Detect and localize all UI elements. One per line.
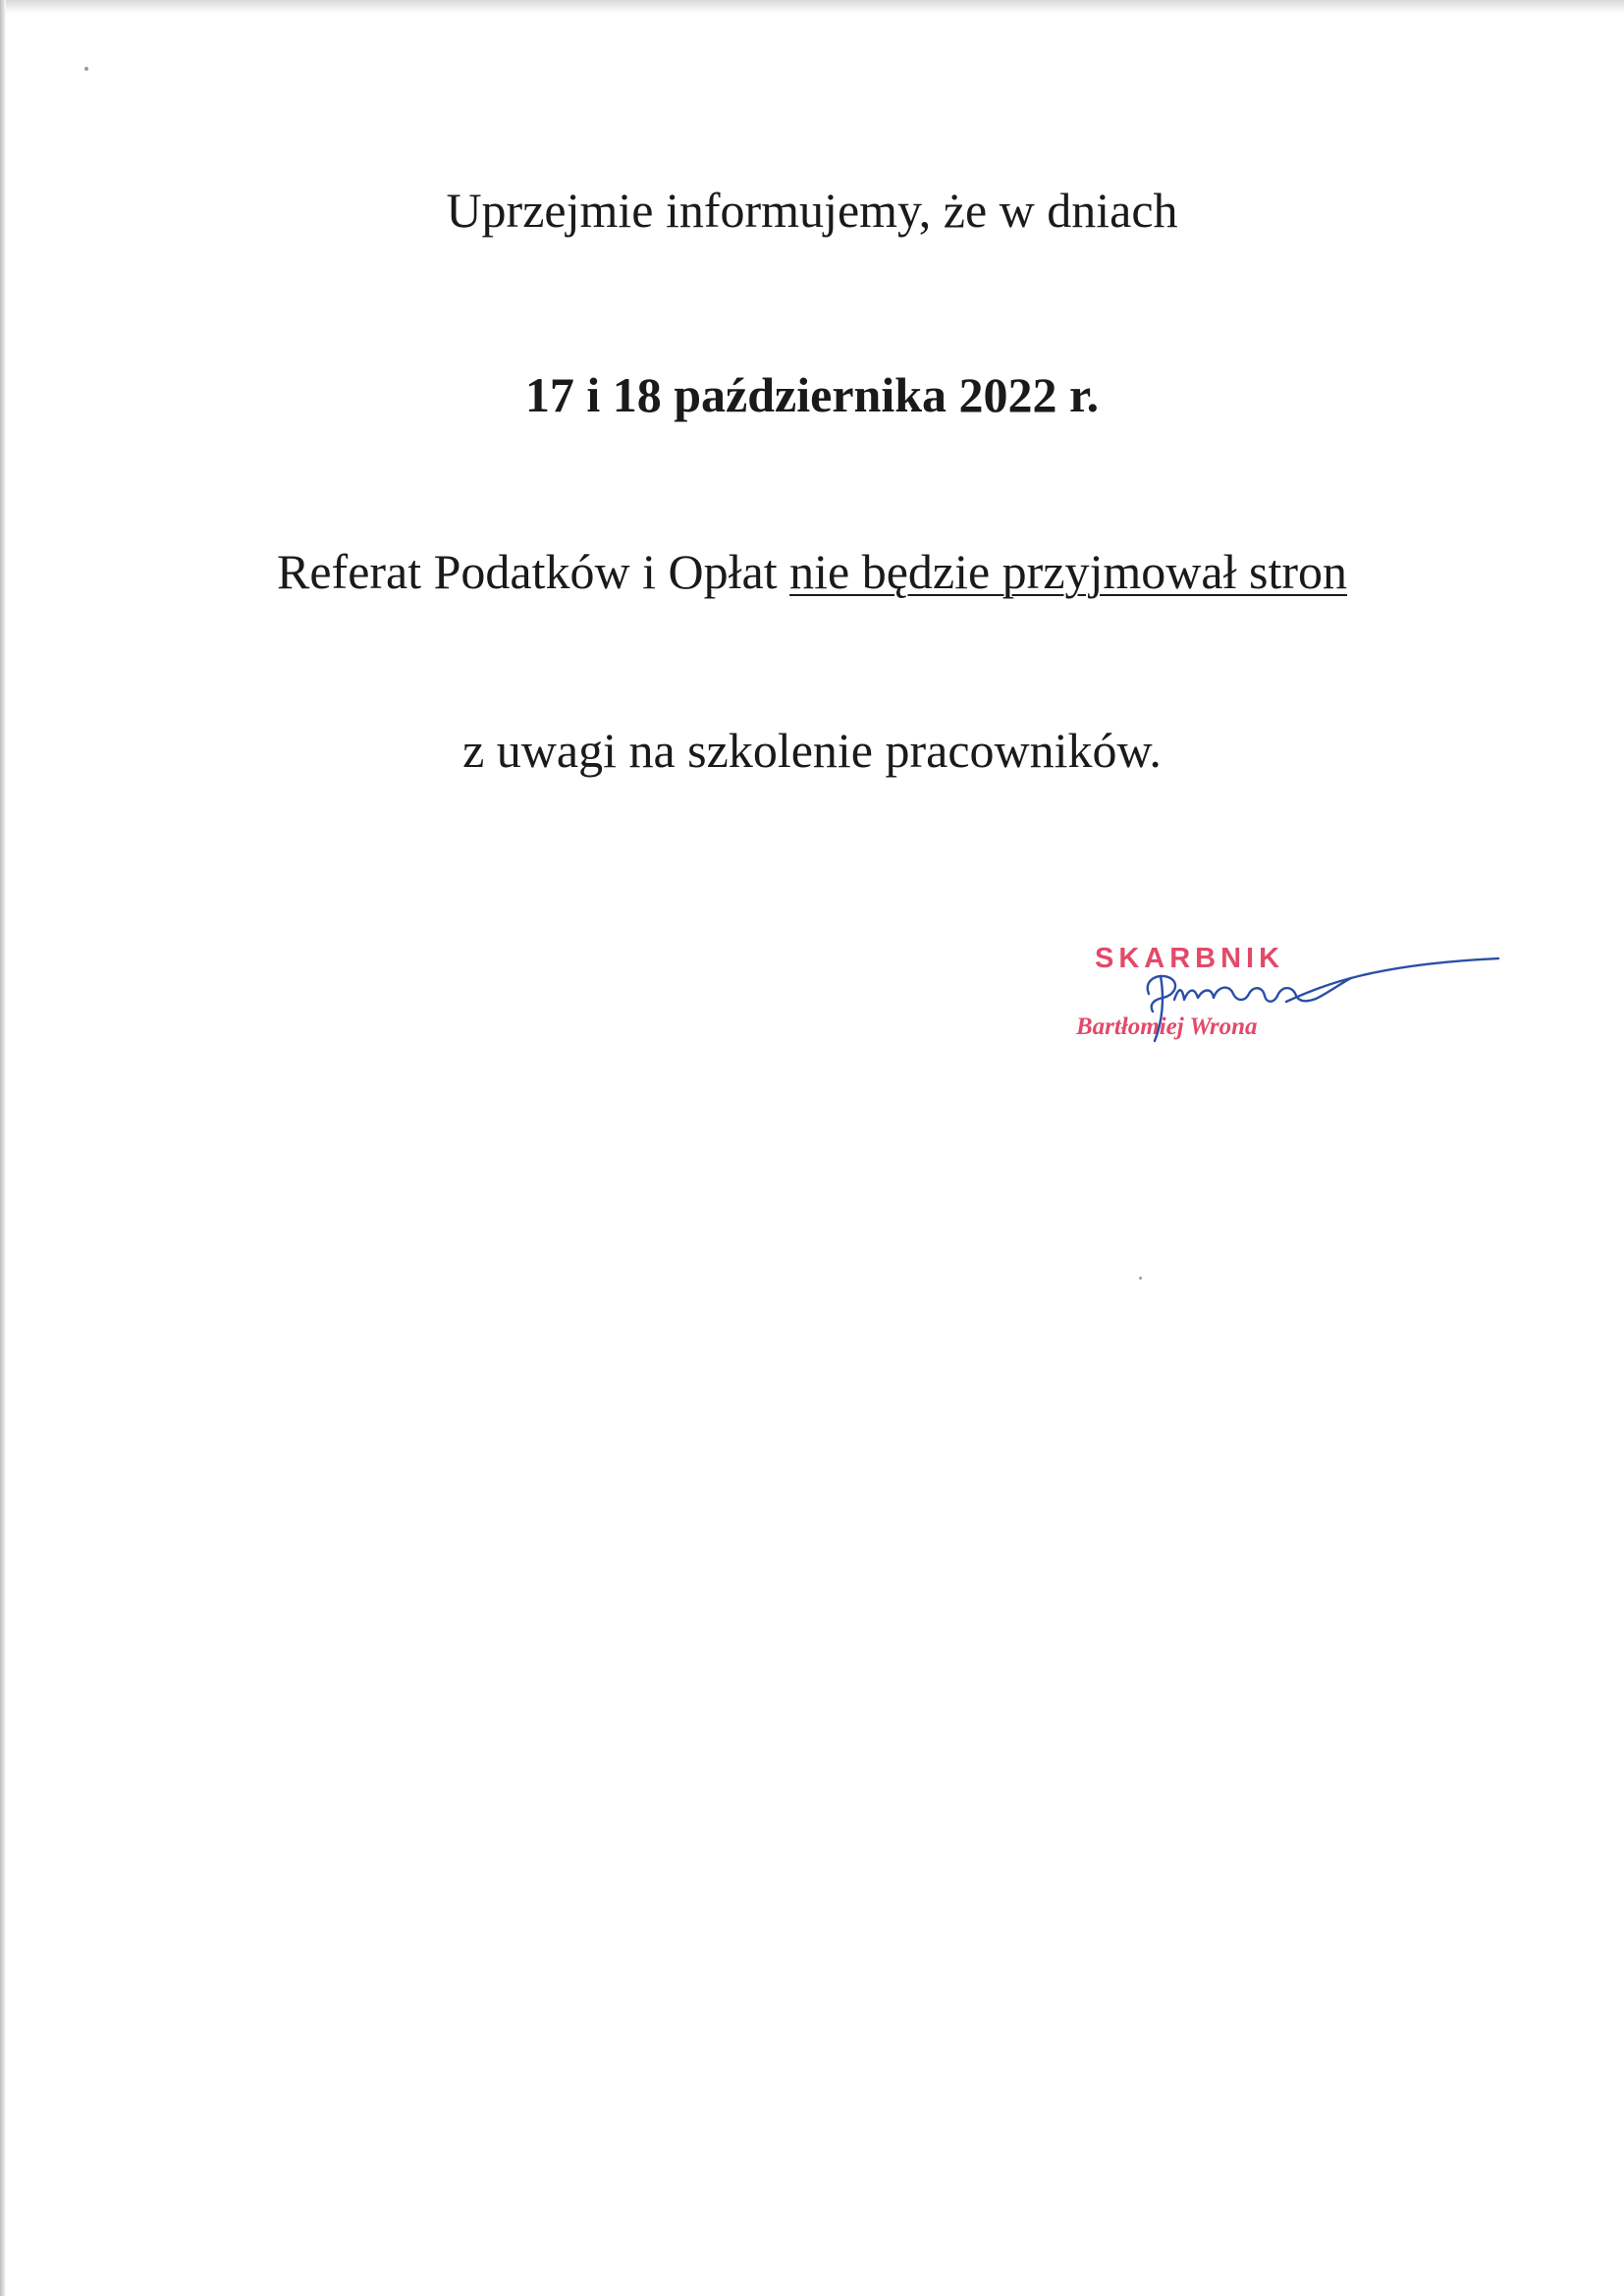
closure-statement: nie będzie przyjmował stron [789,544,1347,599]
scan-speck [1139,1277,1142,1280]
office-name: Referat Podatków i Opłat [277,544,790,599]
reason-line: z uwagi na szkolenie pracowników. [462,723,1162,778]
handwritten-signature [1119,943,1512,1051]
intro-line: Uprzejmie informujemy, że w dniach [446,183,1178,238]
scan-edge-top [0,0,1624,14]
office-line [0,542,1624,601]
stamp-title: SKARBNIK [1095,943,1285,974]
date-line: 17 i 18 października 2022 r. [524,367,1100,422]
scan-speck [84,67,88,71]
stamp-name: Bartłomiej Wrona [1076,1013,1258,1040]
scan-edge-left [0,0,6,2296]
